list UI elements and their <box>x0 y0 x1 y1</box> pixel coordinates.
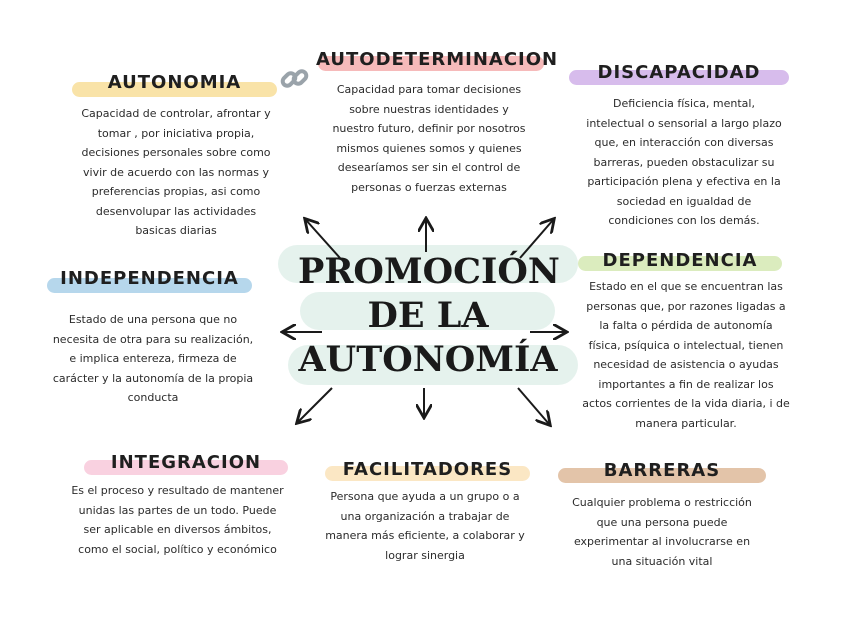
integracion-title: INTEGRACION <box>110 452 262 473</box>
autodeterminacion-title: AUTODETERMINACION <box>316 49 559 70</box>
discapacidad-description: Deficiencia física, mental, intelectual o sensorial a largo plazo que, en interacción con diversas barreras, pueden obstaculizar su participación plena y efectiva en la sociedad en igualdad de condiciones con los demás. <box>586 97 782 227</box>
independencia-title: INDEPENDENCIA <box>60 268 239 289</box>
autodeterminacion-description: Capacidad para tomar decisiones sobre nuestras identidades y nuestro futuro, definir por nosotros mismos quienes somos y quienes desearíamos ser sin el control de personas o fuerzas externas <box>332 83 526 194</box>
arrow-to-discapacidad <box>520 220 553 258</box>
facilitadores-title: FACILITADORES <box>342 459 513 480</box>
central-topic-line-1: PROMOCIÓN <box>298 251 560 292</box>
facilitadores-description: Persona que ayuda a un grupo o a una organización a trabajar de manera más eficiente, a colaborar y lograr sinergia <box>325 490 525 562</box>
autonomia-title: AUTONOMIA <box>107 72 242 93</box>
dependencia-title: DEPENDENCIA <box>602 250 758 271</box>
central-topic-line-3: AUTONOMÍA <box>298 339 558 380</box>
autonomia-description: Capacidad de controlar, afrontar y tomar , por iniciativa propia, decisiones personales sobre como vivir de acuerdo con las normas y preferencias propias, asi como desenvolupar las actividades basicas diarias <box>81 107 271 237</box>
arrow-to-barreras <box>518 388 549 424</box>
link-icon <box>278 62 312 100</box>
arrow-to-autonomia <box>306 220 340 258</box>
integracion-description: Es el proceso y resultado de mantener unidas las partes de un todo. Puede ser aplicable en diversos ámbitos, como el social, político y económico <box>71 484 284 556</box>
barreras-description: Cualquier problema o restricción que una persona puede experimentar al involucrarse en una situación vital <box>572 496 752 568</box>
arrow-to-integracion <box>298 388 332 422</box>
independencia-description: Estado de una persona que no necesita de otra para su realización, e implica entereza, firmeza de carácter y la autonomía de la propia conducta <box>52 313 254 404</box>
dependencia-description: Estado en el que se encuentran las personas que, por razones ligadas a la falta o pérdida de autonomía física, psíquica o intelectual, tienen necesidad de asistencia o ayudas importantes a fin de realizar los actos corrientes de la vida diaria, i de manera particular. <box>582 280 790 430</box>
barreras-title: BARRERAS <box>603 460 721 481</box>
central-topic-line-2: DE LA <box>367 295 489 336</box>
discapacidad-title: DISCAPACIDAD <box>597 62 761 83</box>
